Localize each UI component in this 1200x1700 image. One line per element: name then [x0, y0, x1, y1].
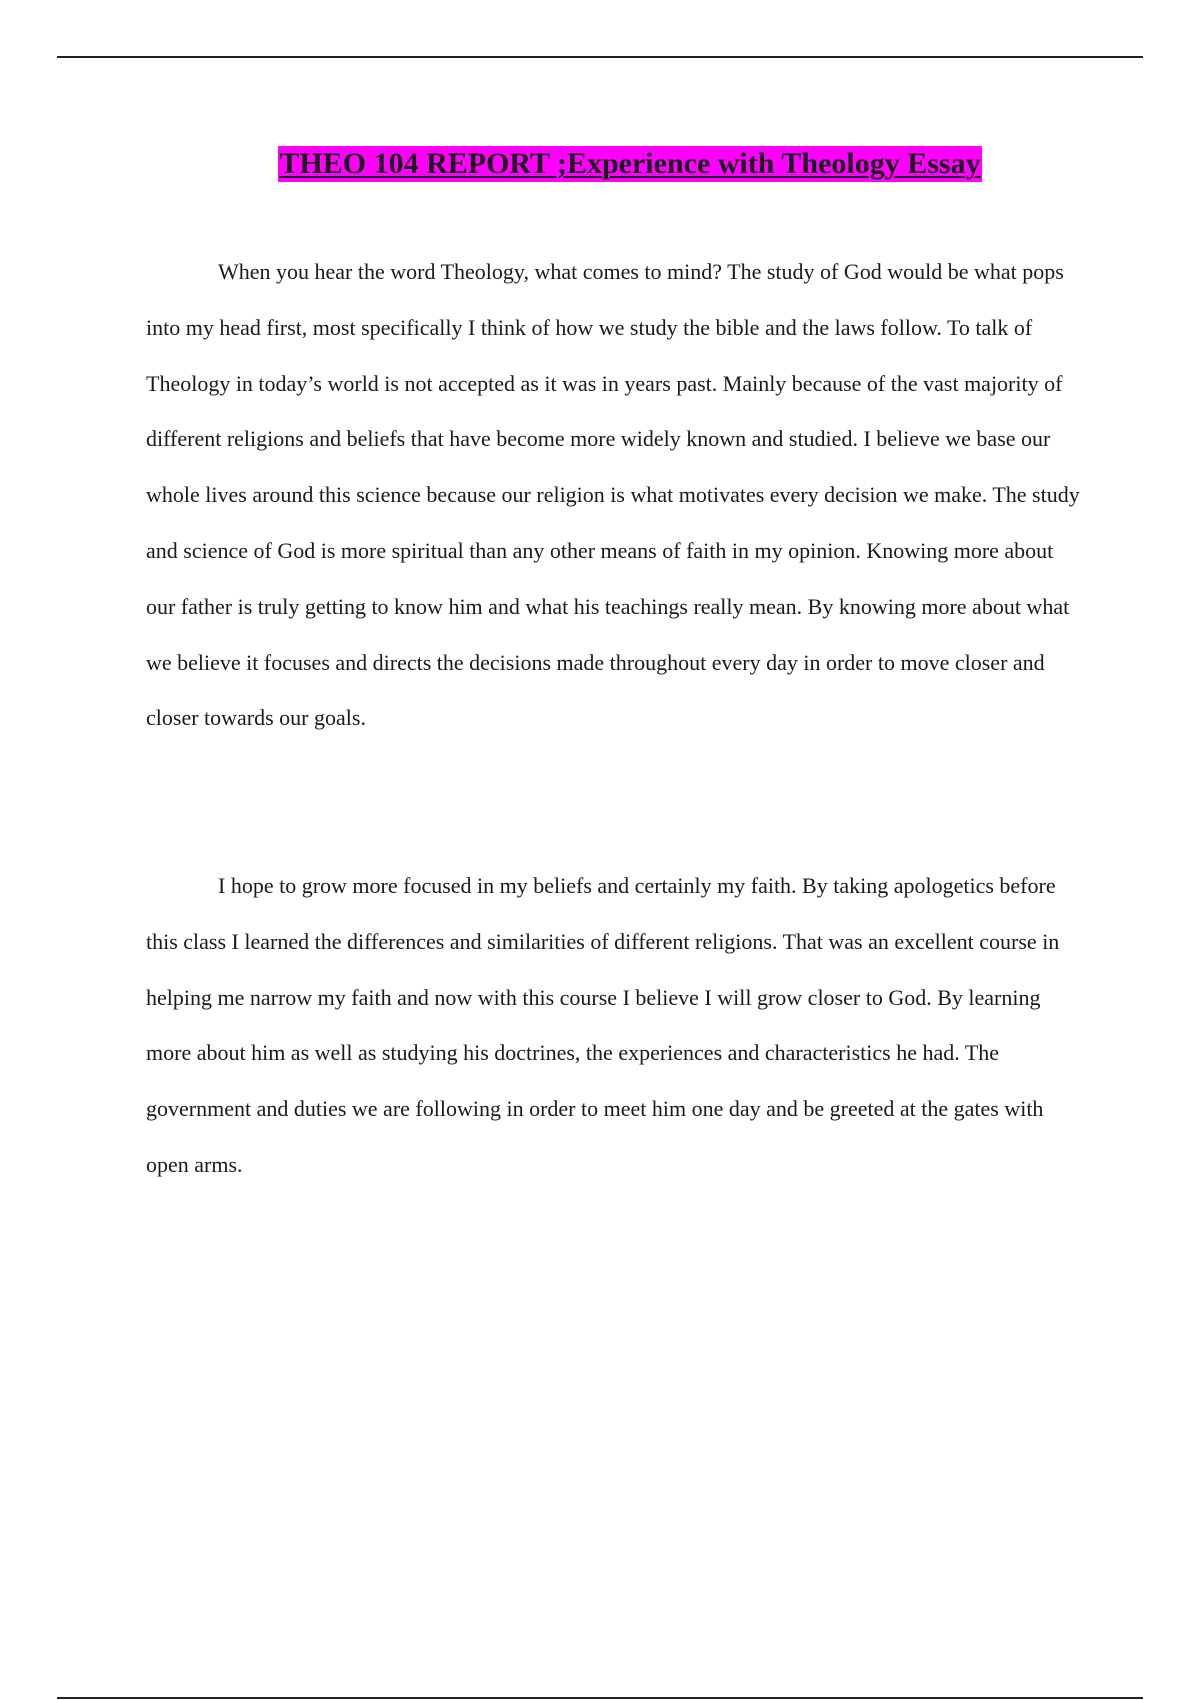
bottom-rule	[57, 1697, 1143, 1699]
paragraph-1: When you hear the word Theology, what comes to mind? The study of God would be what pops into my head first, most specifically I think of how we study the bible and the laws follow. To talk of Theology in today’s world is not accepted as it was in years past. Mainly because of the vast majority of different religions and beliefs that have become more widely known and studied. I believe we base our whole lives around this science because our religion is what motivates every decision we make. The study and science of God is more spiritual than any other means of faith in my opinion. Knowing more about our father is truly getting to know him and what his teachings really mean. By knowing more about what we believe it focuses and directs the decisions made throughout every day in order to move closer and closer towards our goals.	[146, 259, 1080, 731]
title-container	[0, 146, 1200, 182]
page-title: THEO 104 REPORT ;Experience with Theology Essay	[279, 147, 981, 180]
paragraph-2: I hope to grow more focused in my beliefs and certainly my faith. By taking apologetics before this class I learned the differences and similarities of different religions. That was an excellent course in helping me narrow my faith and now with this course I believe I will grow closer to God. By learning more about him as well as studying his doctrines, the experiences and characteristics he had. The government and duties we are following in order to meet him one day and be greeted at the gates with open arms.	[146, 873, 1060, 1177]
top-rule	[57, 56, 1143, 58]
